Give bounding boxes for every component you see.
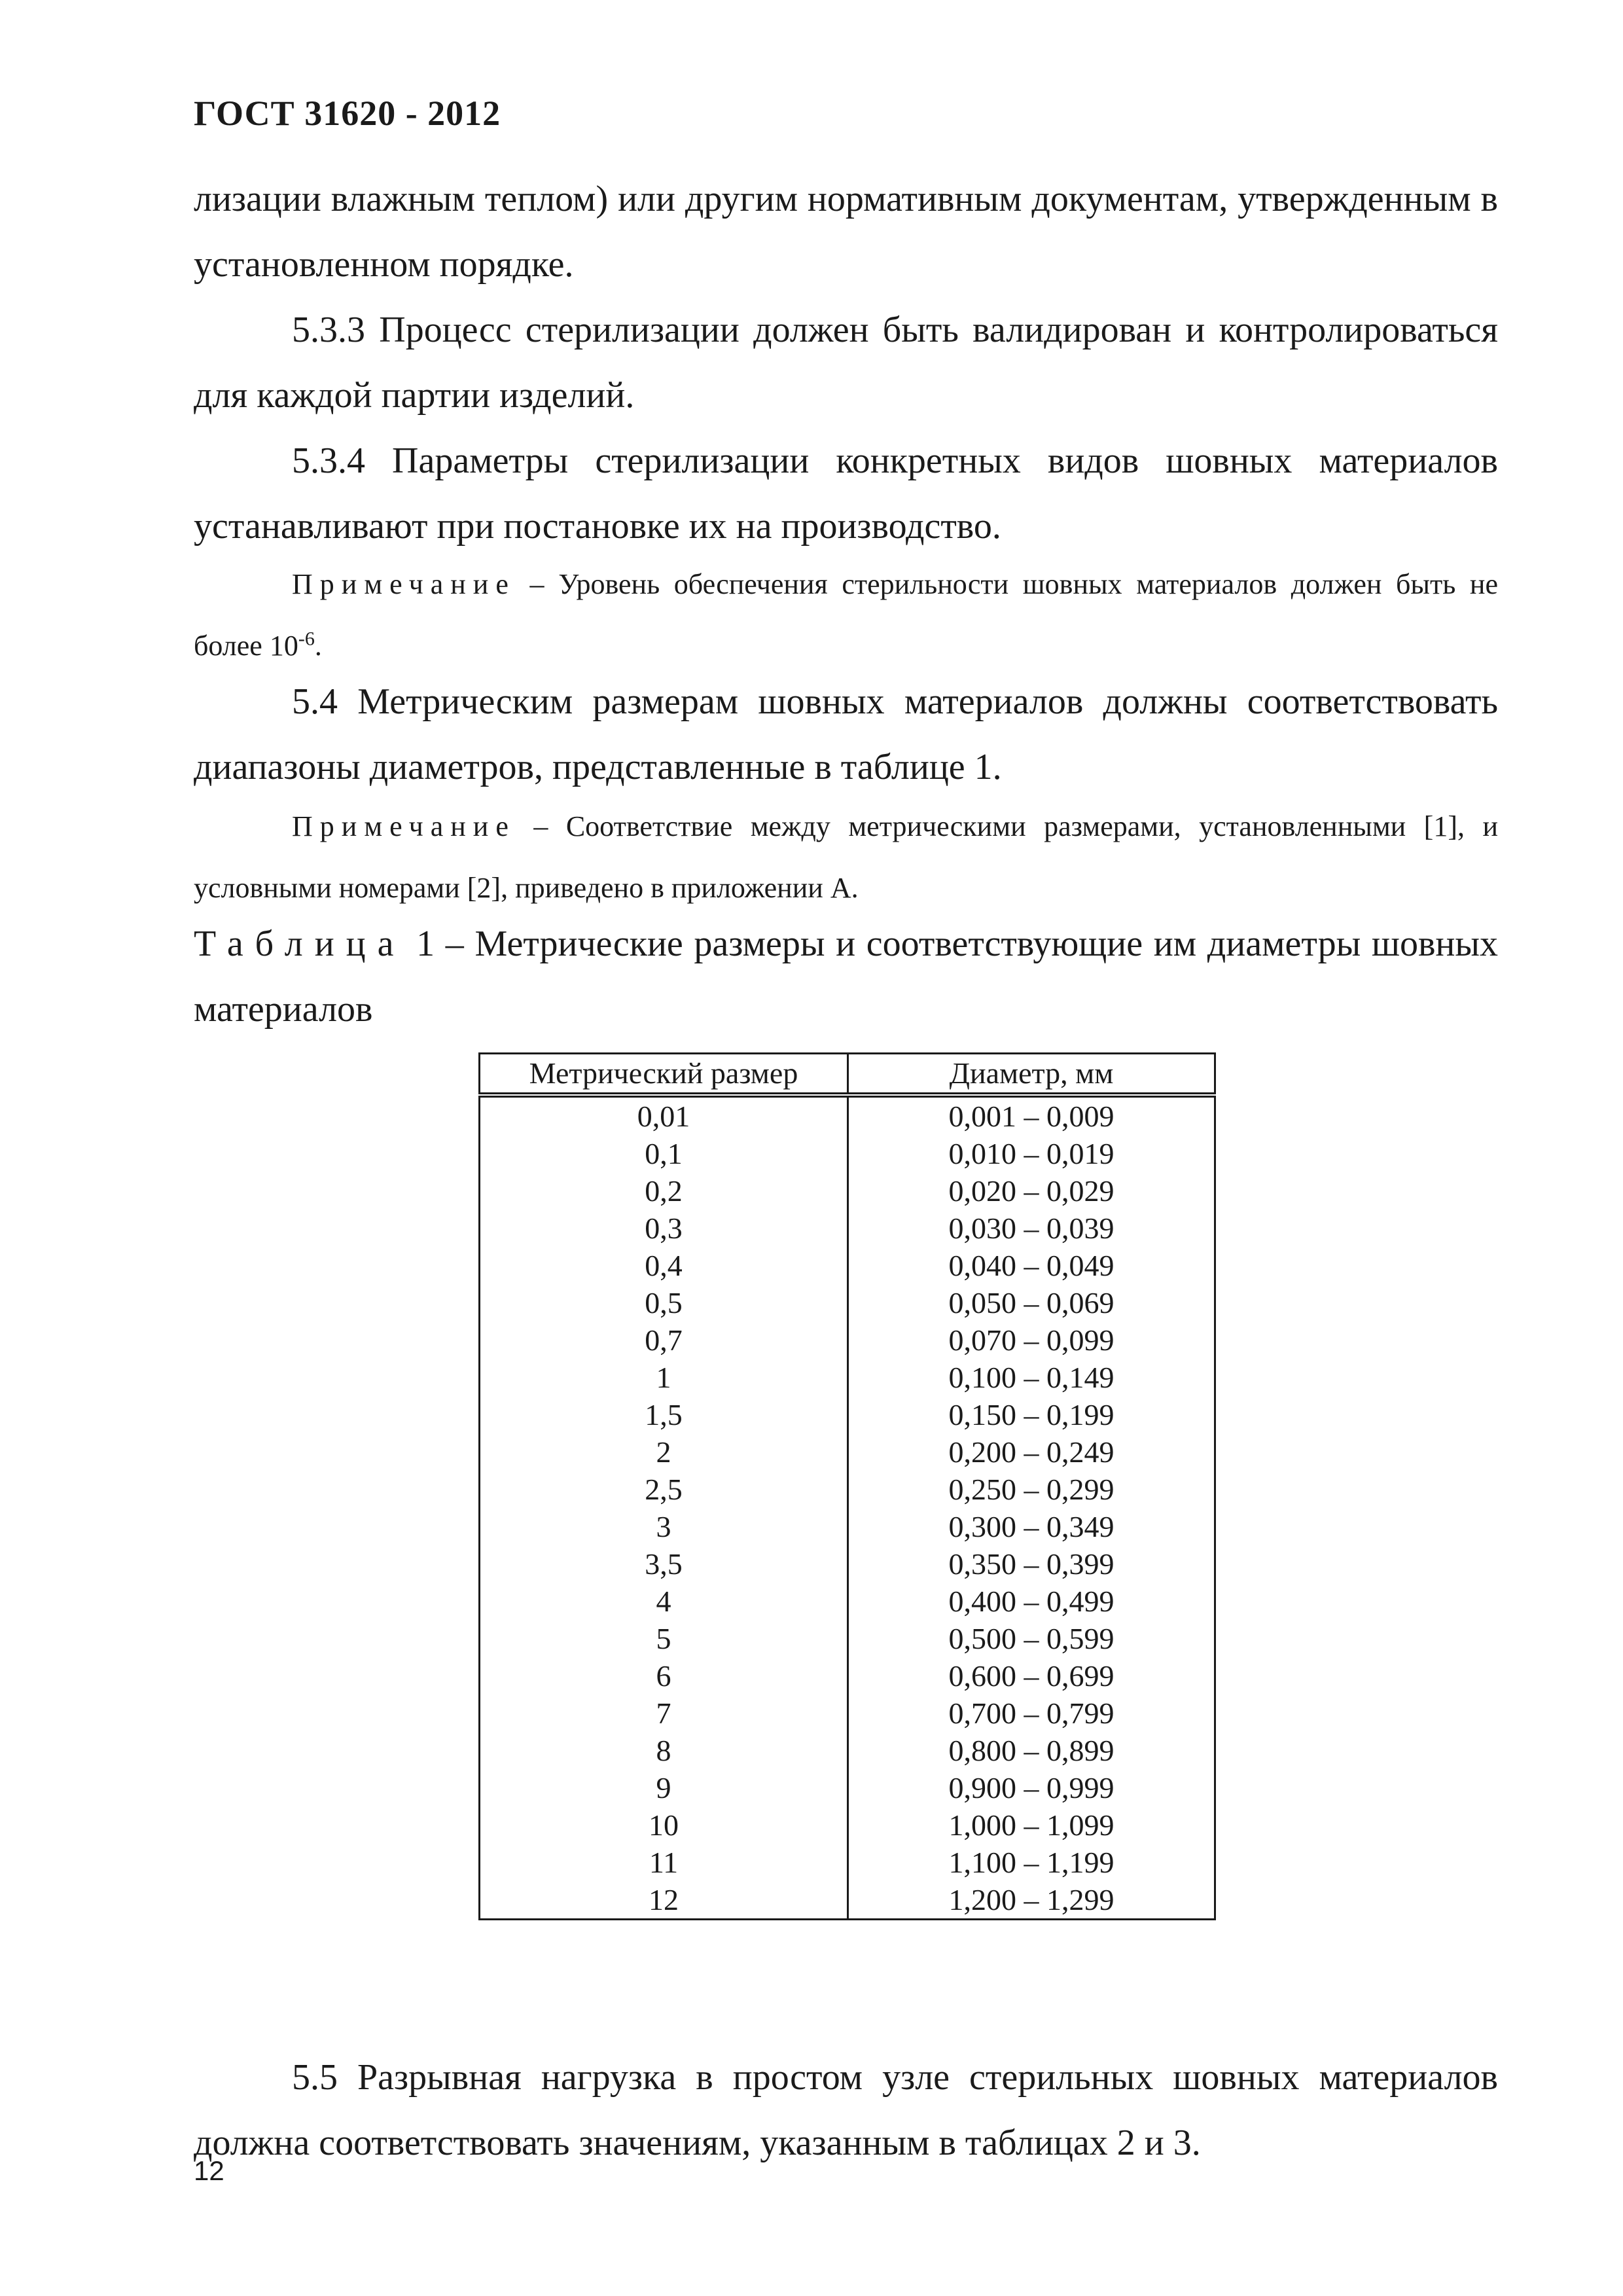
page-number: 12 — [194, 2155, 224, 2186]
table-row — [480, 1881, 1215, 1920]
cell-diameter: 0,010 – 0,019 — [848, 1135, 1215, 1172]
table-row — [480, 1210, 1215, 1247]
cell-metric-size: 0,3 — [480, 1210, 848, 1247]
document-header: ГОСТ 31620 - 2012 — [194, 94, 501, 133]
cell-metric-size: 1,5 — [480, 1396, 848, 1433]
cell-metric-size: 8 — [480, 1732, 848, 1769]
note-dash: – — [515, 568, 559, 600]
paragraph-continuation: лизации влажным теплом) или другим нормативным документам, утвержденным в установленном порядке. — [194, 179, 1498, 285]
cell-diameter: 0,001 – 0,009 — [848, 1095, 1215, 1135]
cell-metric-size: 9 — [480, 1769, 848, 1806]
table-caption-text: 1 – Метрические размеры и соответствующие им диаметры шовных материалов — [194, 924, 1498, 1030]
table-label: Таблица — [194, 924, 406, 964]
table-caption — [194, 911, 1498, 1042]
cell-diameter: 0,100 – 0,149 — [848, 1359, 1215, 1396]
table-metric-sizes — [478, 1052, 1216, 1920]
cell-metric-size: 7 — [480, 1695, 848, 1732]
cell-metric-size: 6 — [480, 1657, 848, 1695]
table-row — [480, 1583, 1215, 1620]
cell-diameter: 0,020 – 0,029 — [848, 1172, 1215, 1210]
note-dash: – — [515, 810, 566, 842]
cell-diameter: 0,050 – 0,069 — [848, 1284, 1215, 1321]
table-row — [480, 1620, 1215, 1657]
cell-metric-size: 12 — [480, 1881, 848, 1920]
cell-diameter: 0,350 – 0,399 — [848, 1545, 1215, 1583]
table-body — [480, 1095, 1215, 1920]
cell-diameter: 0,600 – 0,699 — [848, 1657, 1215, 1695]
cell-metric-size: 1 — [480, 1359, 848, 1396]
table-row — [480, 1135, 1215, 1172]
cell-diameter: 0,300 – 0,349 — [848, 1508, 1215, 1545]
cell-metric-size: 10 — [480, 1806, 848, 1844]
note-exponent: -6 — [298, 628, 315, 650]
table-row — [480, 1657, 1215, 1695]
paragraph-5-4: 5.4 Метрическим размерам шовных материалов должны соответствовать диапазоны диаметров, представленные в таблице 1. — [194, 681, 1498, 787]
cell-metric-size: 4 — [480, 1583, 848, 1620]
cell-metric-size: 0,7 — [480, 1321, 848, 1359]
table-row — [480, 1844, 1215, 1881]
cell-diameter: 0,040 – 0,049 — [848, 1247, 1215, 1284]
table-row — [480, 1247, 1215, 1284]
table-header-row — [480, 1054, 1215, 1096]
note-text: Соответствие между метрическими размерами, установленными [1], и условными номерами [2], приведено в приложении А. — [194, 810, 1498, 904]
table-row — [480, 1695, 1215, 1732]
table-row — [480, 1321, 1215, 1359]
cell-metric-size: 3,5 — [480, 1545, 848, 1583]
cell-metric-size: 0,4 — [480, 1247, 848, 1284]
paragraph-5-3-3: 5.3.3 Процесс стерилизации должен быть валидирован и контролироваться для каждой партии изделий. — [194, 310, 1498, 416]
note-correspondence — [194, 796, 1498, 919]
cell-metric-size: 3 — [480, 1508, 848, 1545]
cell-diameter: 1,000 – 1,099 — [848, 1806, 1215, 1844]
cell-metric-size: 2,5 — [480, 1471, 848, 1508]
cell-metric-size: 0,5 — [480, 1284, 848, 1321]
cell-diameter: 0,700 – 0,799 — [848, 1695, 1215, 1732]
table-row — [480, 1471, 1215, 1508]
cell-diameter: 0,070 – 0,099 — [848, 1321, 1215, 1359]
cell-diameter: 0,030 – 0,039 — [848, 1210, 1215, 1247]
table-row — [480, 1545, 1215, 1583]
note-label: Примечание — [292, 810, 516, 842]
cell-metric-size: 11 — [480, 1844, 848, 1881]
paragraph-5-3-4: 5.3.4 Параметры стерилизации конкретных видов шовных материалов устанавливают при постановке их на производство. — [194, 440, 1498, 547]
table-row — [480, 1172, 1215, 1210]
cell-metric-size: 0,2 — [480, 1172, 848, 1210]
note-end: . — [314, 630, 322, 662]
cell-diameter: 1,100 – 1,199 — [848, 1844, 1215, 1881]
table-row — [480, 1769, 1215, 1806]
cell-metric-size: 0,1 — [480, 1135, 848, 1172]
table-row — [480, 1095, 1215, 1135]
table-row — [480, 1508, 1215, 1545]
note-label: Примечание — [292, 568, 516, 600]
cell-diameter: 0,500 – 0,599 — [848, 1620, 1215, 1657]
cell-metric-size: 2 — [480, 1433, 848, 1471]
column-header-diameter: Диаметр, мм — [848, 1054, 1215, 1096]
cell-metric-size: 5 — [480, 1620, 848, 1657]
cell-diameter: 0,400 – 0,499 — [848, 1583, 1215, 1620]
table-row — [480, 1284, 1215, 1321]
table-row — [480, 1433, 1215, 1471]
cell-metric-size: 0,01 — [480, 1095, 848, 1135]
cell-diameter: 0,250 – 0,299 — [848, 1471, 1215, 1508]
note-text: Уровень обеспечения стерильности шовных материалов должен быть не более 10 — [194, 568, 1498, 662]
table-row — [480, 1396, 1215, 1433]
note-sterility — [194, 554, 1498, 677]
paragraph-5-5: 5.5 Разрывная нагрузка в простом узле стерильных шовных материалов должна соответствовать значениям, указанным в таблицах 2 и 3. — [194, 2057, 1498, 2163]
table-row — [480, 1732, 1215, 1769]
cell-diameter: 0,800 – 0,899 — [848, 1732, 1215, 1769]
cell-diameter: 0,150 – 0,199 — [848, 1396, 1215, 1433]
cell-diameter: 0,900 – 0,999 — [848, 1769, 1215, 1806]
cell-diameter: 0,200 – 0,249 — [848, 1433, 1215, 1471]
cell-diameter: 1,200 – 1,299 — [848, 1881, 1215, 1920]
table-row — [480, 1359, 1215, 1396]
table-row — [480, 1806, 1215, 1844]
column-header-metric-size: Метрический размер — [480, 1054, 848, 1096]
